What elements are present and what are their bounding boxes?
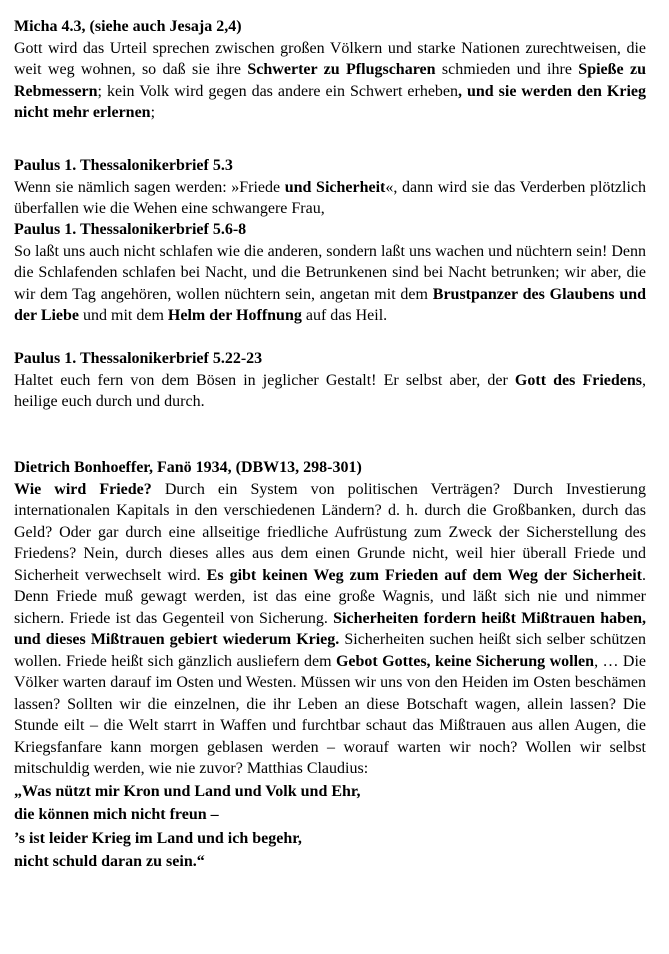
bold-phrase: Gebot Gottes, keine Sicherung wollen bbox=[335, 652, 595, 670]
bold-phrase: und Sicherheit bbox=[284, 178, 386, 196]
thess-5-6-8-body bbox=[14, 241, 646, 327]
bold-phrase: Helm der Hoffnung bbox=[167, 307, 302, 324]
poem-line: „Was nützt mir Kron und Land und Volk und Ehr, bbox=[14, 782, 361, 800]
bold-phrase: , und sie werden den Krieg nicht mehr erlernen bbox=[14, 82, 646, 121]
text-run: Sicherheiten suchen heißt sich selber schützen wollen. Friede heißt sich gänzlich ausliefern dem bbox=[14, 631, 646, 670]
micha-body bbox=[14, 38, 646, 124]
bold-phrase: Sicherheiten fordern heißt Mißtrauen haben, und dieses Mißtrauen gebiert wiederum Krieg. bbox=[14, 609, 646, 648]
thess-5-22-23-section bbox=[14, 348, 646, 413]
text-run: Durch ein System von politischen Verträgen? Durch Investierung internationalen Kapitals in den verschiedenen Ländern? d. h. durch die Großbanken, durch das Geld? Oder gar durch eine allseitige friedliche Aufrüstung zum Zweck der Sicherstellung des Friedens? Nein, durch dieses alles aus dem einen Grunde nicht, weil hier überall Friede und Sicherheit verwechselt wird. bbox=[14, 480, 646, 584]
text-run: «, dann wird sie das Verderben plötzlich überfallen wie die Wehen eine schwangere Frau, bbox=[14, 178, 647, 217]
micha-section bbox=[14, 16, 646, 124]
micha-heading: Micha 4.3, (siehe auch Jesaja 2,4) bbox=[14, 18, 242, 35]
bold-phrase: Spieße zu Rebmessern bbox=[14, 61, 647, 100]
bold-phrase: Es gibt keinen Weg zum Frieden auf dem Weg der Sicherheit bbox=[206, 566, 642, 584]
poem-line: nicht schuld daran zu sein.“ bbox=[14, 853, 205, 870]
text-run: , heilige euch durch und durch. bbox=[14, 371, 647, 410]
bonhoeffer-section bbox=[14, 457, 646, 874]
poem-line: die können mich nicht freun – bbox=[14, 806, 219, 823]
text-run: Wenn sie nämlich sagen werden: »Friede bbox=[14, 178, 285, 196]
thess-5-22-23-body bbox=[14, 370, 646, 413]
bold-phrase: Schwerter zu Pflugscharen bbox=[247, 61, 436, 78]
text-run: ; kein Volk wird gegen das andere ein Schwert erheben bbox=[97, 82, 459, 100]
text-run: Gott wird das Urteil sprechen zwischen großen Völkern und starke Nationen zurechtweisen, die weit weg wohnen, so daß sie ihre bbox=[14, 39, 646, 78]
thess-5-6-8-heading: Paulus 1. Thessalonikerbrief 5.6-8 bbox=[14, 221, 247, 238]
text-run: So laßt uns auch nicht schlafen wie die anderen, sondern laßt uns wachen und nüchtern sein! Denn die Schlafenden schlafen bei Nacht, und die Betrunkenen sind bei Nacht betrunken; wir aber, die wir dem Tag angehören, wollen nüchtern sein, angetan mit dem bbox=[14, 242, 646, 303]
text-run: ; bbox=[150, 104, 156, 121]
text-run: , … Die Völker warten darauf im Osten und Westen. Müssen wir uns von den Heiden im Osten beschämen lassen? Sollten wir die einzelnen, die ihr Leben an diese Botschaft wagen, allein lassen? Die Stunde eilt – die Welt starrt in Waffen und furchtbar schaut das Mißtrauen aus allen Augen, die Kriegsfanfare kann morgen geblasen werden – worauf warten wir noch? Wollen wir selbst mitschuldig werden, wie nie zuvor? Matthias Claudius: bbox=[14, 652, 647, 777]
poem-line: ’s ist leider Krieg im Land und ich begehr, bbox=[14, 829, 302, 847]
bold-phrase: Brustpanzer des Glaubens und der Liebe bbox=[14, 285, 647, 324]
thess-5-22-23-heading: Paulus 1. Thessalonikerbrief 5.22-23 bbox=[14, 350, 263, 367]
thess-5-6-8-section bbox=[14, 219, 646, 327]
bonhoeffer-heading: Dietrich Bonhoeffer, Fanö 1934, (DBW13, 298-301) bbox=[14, 459, 362, 476]
text-run: . Denn Friede muß gewagt werden, ist das eine große Wagnis, und läßt sich nie und nimmer sichern. Friede ist das Gegenteil von Sicherung. bbox=[14, 566, 646, 627]
claudius-poem bbox=[14, 780, 646, 874]
thess-5-3-heading: Paulus 1. Thessalonikerbrief 5.3 bbox=[14, 157, 233, 174]
bonhoeffer-body bbox=[14, 479, 646, 780]
thess-5-3-body bbox=[14, 177, 646, 220]
text-run: Haltet euch fern von dem Bösen in jeglicher Gestalt! Er selbst aber, der bbox=[14, 371, 515, 389]
text-run: auf das Heil. bbox=[301, 307, 388, 324]
text-run: und mit dem bbox=[79, 307, 168, 324]
bold-phrase: Gott des Friedens bbox=[514, 371, 643, 389]
text-run: schmieden und ihre bbox=[435, 61, 579, 78]
bold-phrase: Wie wird Friede? bbox=[14, 480, 152, 498]
thess-5-3-section bbox=[14, 155, 646, 220]
